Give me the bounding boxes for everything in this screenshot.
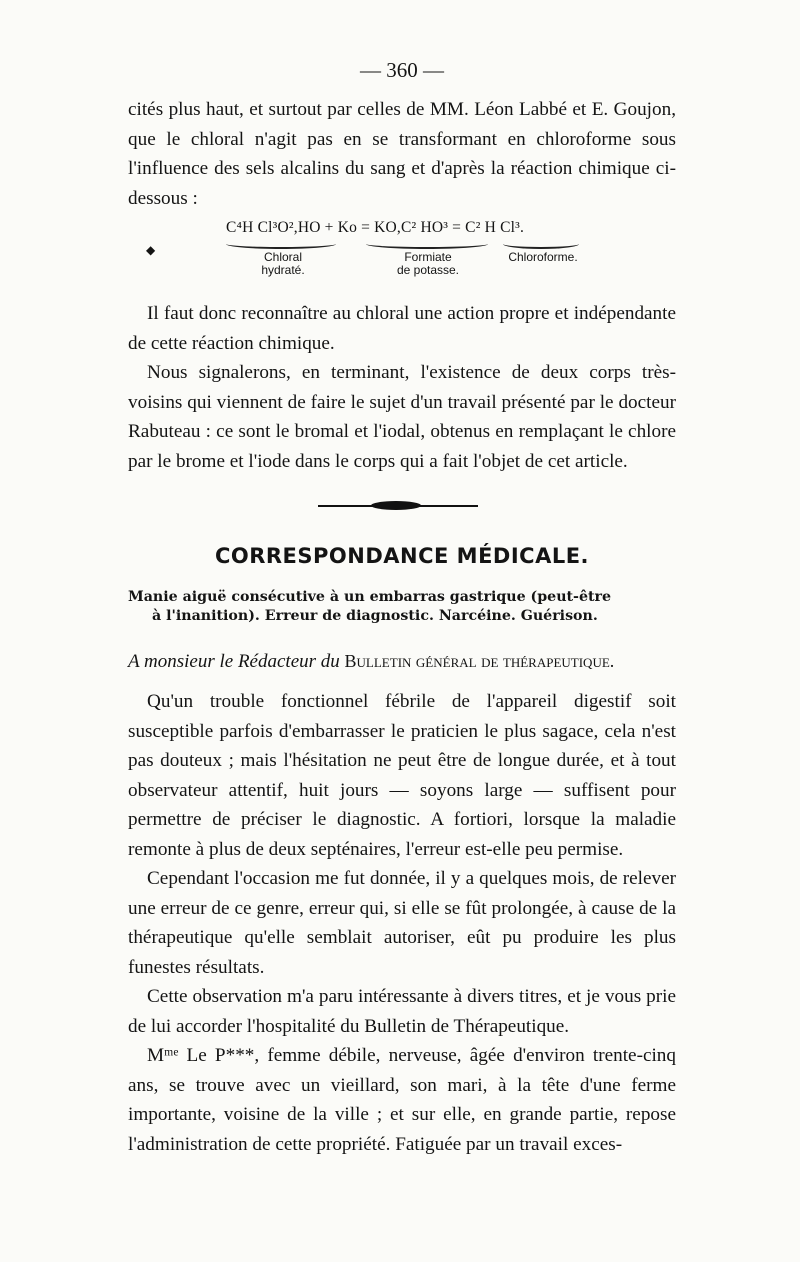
section-title: CORRESPONDANCE MÉDICALE. — [214, 544, 590, 568]
bullet-mark: ◆ — [146, 243, 156, 257]
address-line — [128, 648, 676, 675]
paragraph-bromal: Nous signalerons, en terminant, l'existence de deux corps très-voisins qui viennent de faire le sujet d'un travail présenté par le docteur Rabuteau : ce sont le bromal et l'iodal, obtenus en remplaçant le chlore par le brome et l'iode dans le corps qui a fait l'objet de cet article. — [128, 362, 676, 472]
article-subheading — [128, 588, 676, 626]
address-italic: A monsieur le Rédacteur du — [128, 651, 340, 672]
address-bulletin: Bulletin général de thérapeutique. — [344, 651, 615, 671]
label-formiate: Formiate de potasse. — [396, 250, 460, 277]
label-chloral: Chloral hydraté. — [261, 250, 305, 277]
ornament-divider — [128, 498, 676, 514]
body-paragraph-2: Cependant l'occasion me fut donnée, il y a quelques mois, de relever une erreur de ce genre, erreur qui, si elle se fût prolongée, à cause de la thérapeutique qu'elle semblait autoriser, eût pu produire les plus funestes résultats. — [128, 868, 676, 978]
brace-formiate — [366, 239, 488, 249]
page-number: — 360 — — [360, 58, 444, 82]
brace-chloral — [226, 239, 336, 249]
document-page — [128, 58, 676, 1159]
chemical-formula — [128, 219, 676, 289]
body-paragraph-1: Qu'un trouble fonctionnel fébrile de l'appareil digestif soit susceptible parfois d'embarrasser le praticien le plus sagace, cela n'est pas douteux ; mais l'hésitation ne peut être de longue durée, et à tout observateur attentif, huit jours — soyons large — suffisent pour permettre de préciser le diagnostic. A fortiori, lorsque la maladie remonte à plus de deux septénaires, l'erreur est-elle peu permise. — [128, 691, 676, 860]
brace-chloroforme — [503, 239, 579, 249]
body-paragraph-3: Cette observation m'a paru intéressante à divers titres, et je vous prie de lui accorder l'hospitalité du Bulletin de Thérapeutique. — [128, 986, 676, 1037]
body-paragraph-4: Mᵐᵉ Le P***, femme débile, nerveuse, âgée d'environ trente-cinq ans, se trouve avec un vieillard, son mari, à la tête d'une ferme importante, voisine de la ville ; et sur elle, en grande partie, repose l'administration de cette propriété. Fatiguée par un travail exces- — [128, 1045, 676, 1155]
paragraph-conclusion: Il faut donc reconnaître au chloral une action propre et indépendante de cette réaction chimique. — [128, 303, 676, 354]
subhead-line-1: Manie aiguë consécutive à un embarras gastrique (peut-être — [128, 589, 612, 605]
label-chloroforme: Chloroforme. — [508, 250, 578, 264]
paragraph-intro: cités plus haut, et surtout par celles de MM. Léon Labbé et E. Goujon, que le chloral n'agit pas en se transformant en chloroforme sous l'influence des sels alcalins du sang et d'après la réaction chimique ci-dessous : — [128, 99, 676, 209]
subhead-line-2: à l'inanition). Erreur de diagnostic. Narcéine. Guérison. — [152, 608, 598, 624]
formula-equation: C⁴H Cl³O²,HO + Ko = KO,C² HO³ = C² H Cl³. — [226, 219, 525, 236]
